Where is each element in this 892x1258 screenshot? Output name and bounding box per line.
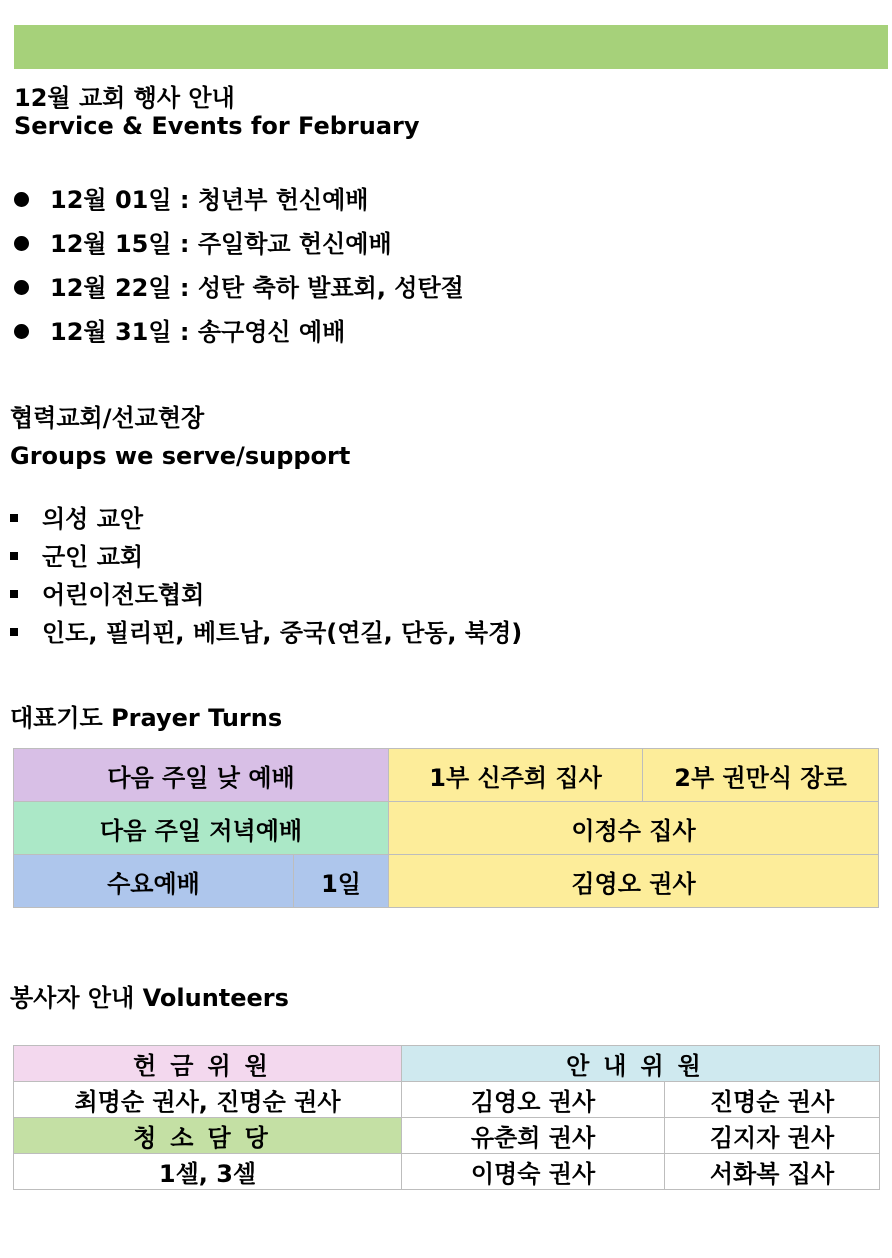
cleaning-duty-members: 1셀, 3셀	[14, 1154, 402, 1190]
cleaning-duty-header: 청소담당	[14, 1118, 402, 1154]
bullet-square-icon	[10, 514, 18, 522]
bullet-dot-icon	[14, 192, 29, 207]
evening-service-label: 다음 주일 저녁예배	[14, 802, 389, 855]
usher-name: 김영오 권사	[402, 1082, 665, 1118]
sunday-service-label: 다음 주일 낮 예배	[14, 749, 389, 802]
sunday-second-service-leader: 2부 권만식 장로	[643, 749, 879, 802]
bullet-square-icon	[10, 628, 18, 636]
table-row	[14, 1082, 880, 1118]
bullet-dot-icon	[14, 236, 29, 251]
event-item	[14, 266, 464, 310]
prayer-turns-table	[13, 748, 879, 908]
bullet-square-icon	[10, 552, 18, 560]
table-row	[14, 855, 879, 908]
wednesday-service-leader: 김영오 권사	[389, 855, 879, 908]
page-title-english: Service & Events for February	[14, 112, 420, 140]
table-row	[14, 1118, 880, 1154]
event-text: 12월 31일 : 송구영신 예배	[50, 318, 346, 346]
event-item	[14, 310, 464, 354]
prayer-title: 대표기도 Prayer Turns	[10, 704, 283, 732]
offering-committee-members: 최명순 권사, 진명순 권사	[14, 1082, 402, 1118]
usher-name: 김지자 권사	[665, 1118, 880, 1154]
group-text: 인도, 필리핀, 베트남, 중국(연길, 단동, 북경)	[42, 619, 523, 647]
event-text: 12월 22일 : 성탄 축하 발표회, 성탄절	[50, 274, 464, 302]
groups-list	[10, 500, 522, 652]
event-item	[14, 222, 464, 266]
group-text: 어린이전도협회	[42, 581, 205, 609]
table-row	[14, 1046, 880, 1082]
group-text: 군인 교회	[42, 543, 144, 571]
sunday-first-service-leader: 1부 신주희 집사	[389, 749, 643, 802]
group-text: 의성 교안	[42, 505, 144, 533]
usher-name: 진명순 권사	[665, 1082, 880, 1118]
group-item	[10, 614, 522, 652]
wednesday-service-label: 수요예배	[14, 855, 294, 908]
groups-title-korean: 협력교회/선교현장	[10, 404, 205, 432]
volunteers-title: 봉사자 안내 Volunteers	[10, 984, 289, 1012]
events-list	[14, 178, 464, 354]
usher-name: 유춘희 권사	[402, 1118, 665, 1154]
usher-committee-header: 안내위원	[402, 1046, 880, 1082]
volunteers-table	[13, 1045, 880, 1190]
wednesday-service-day: 1일	[294, 855, 389, 908]
offering-committee-header: 헌금위원	[14, 1046, 402, 1082]
table-row	[14, 1154, 880, 1190]
usher-name: 서화복 집사	[665, 1154, 880, 1190]
table-row	[14, 802, 879, 855]
page-title-korean: 12월 교회 행사 안내	[14, 84, 235, 112]
event-item	[14, 178, 464, 222]
group-item	[10, 576, 522, 614]
evening-service-leader: 이정수 집사	[389, 802, 879, 855]
event-text: 12월 01일 : 청년부 헌신예배	[50, 186, 369, 214]
header-green-bar	[14, 25, 888, 69]
bullet-dot-icon	[14, 280, 29, 295]
groups-title-english: Groups we serve/support	[10, 442, 351, 470]
group-item	[10, 538, 522, 576]
event-text: 12월 15일 : 주일학교 헌신예배	[50, 230, 392, 258]
group-item	[10, 500, 522, 538]
usher-name: 이명숙 권사	[402, 1154, 665, 1190]
bullet-square-icon	[10, 590, 18, 598]
table-row	[14, 749, 879, 802]
bullet-dot-icon	[14, 324, 29, 339]
